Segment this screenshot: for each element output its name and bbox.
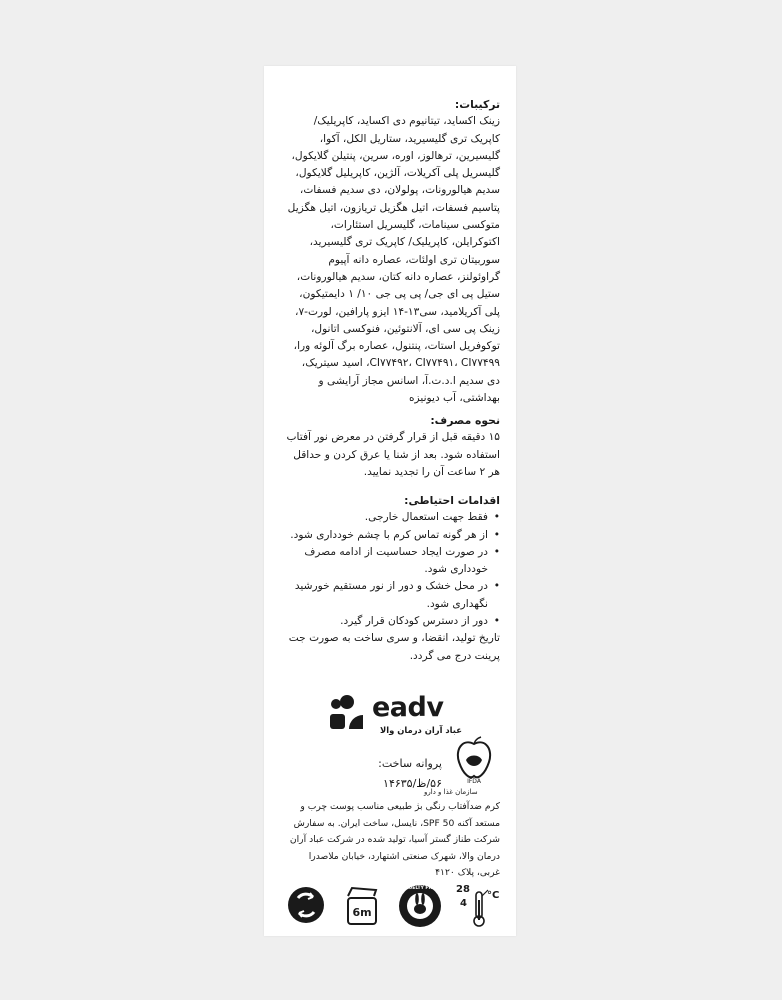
license-label: پروانه ساخت: (378, 757, 442, 770)
temperature-icon (456, 884, 502, 928)
brand-mark-icon (328, 694, 366, 732)
precaution-item: • از هر گونه تماس کرم با چشم خودداری شود. (286, 527, 500, 544)
symbols-row (286, 884, 498, 928)
brand-subtitle: عباد آران درمان والا (380, 725, 462, 735)
precaution-item: • فقط جهت استعمال خارجی. (286, 509, 500, 526)
ifda-logo-icon (454, 736, 494, 784)
recycle-icon (286, 884, 326, 926)
temp-min: 4 (460, 898, 467, 909)
precaution-item: • دور از دسترس کودکان قرار گیرد. (286, 613, 500, 630)
production-note: تاریخ تولید، انقضا، و سری ساخت به صورت جت پرینت درج می گردد. (288, 632, 500, 662)
precaution-item: • در صورت ایجاد حساسیت از ادامه مصرف خودداری شود. (286, 544, 500, 579)
temp-unit: °C (487, 890, 500, 901)
precaution-item: • در محل خشک و دور از نور مستقیم خورشید نگهداری شود. (286, 578, 500, 613)
license-section (286, 754, 442, 794)
brand-name: eadv (372, 692, 444, 723)
ingredients-section (286, 96, 500, 407)
cruelty-free-label: CRUELTY FREE (401, 886, 439, 891)
usage-heading: نحوه مصرف: (430, 414, 500, 427)
ingredients-text: زینک اکساید، تیتانیوم دی اکساید، کاپریلیک/ کاپریک تری گلیسیرید، ستاریل الکل، آکوا، گلیسیرین، ترهالوز، اوره، سرین، پنتیلن گلایکول، گلیسریل پلی آکریلات، آلژین، کاپریلیل گلایکول، سدیم هیالورونات، پولولان، دی سدیم فسفات، پتاسیم فسفات، اتیل هگزیل تریازون، اتیل هگزیل متوکسی سینامات، گلیسریل استئارات، اکتوکرایلن، کاپریلیک/ کاپریک تری گلیسیرید، سوربیتان تری اولئات، عصاره دانه آپیوم گراوئولنز، عصاره دانه کتان، سدیم هیالورونات، ستیل پی ای جی/ پی پی جی ۱۰/ ۱ دایمتیکون، پلی آکریلامید، سی۱۳-۱۴ ایزو پارافین، لورت-۷، زینک پی سی ای، آلانتوئین، فنوکسی اتانول، توکوفریل استات، پنتنول، عصاره برگ آلوئه ورا، CI۷۷۴۹۲، CI۷۷۴۹۱، CI۷۷۴۹۹، اسید سیتریک، دی سدیم ا.د.ت.آ، اسانس مجاز آرایشی و بهداشتی، آب دیونیزه (287, 115, 500, 405)
temp-max: 28 (456, 884, 470, 895)
brand-logo (328, 692, 462, 742)
usage-section (286, 412, 500, 481)
precautions-heading: اقدامات احتیاطی: (404, 494, 500, 507)
ifda-caption: سازمان غذا و دارو (424, 788, 478, 796)
cruelty-free-icon (398, 884, 442, 928)
ingredients-heading: ترکیبات: (454, 98, 500, 111)
precautions-list (286, 509, 500, 630)
pao-icon (342, 884, 382, 928)
product-description: کرم ضدآفتاب رنگی بژ طبیعی مناسب پوست چرب و مستعد آکنه SPF 50، نایسل، ساخت ایران. به سفارش شرکت طناز گستر آسیا، تولید شده در شرکت عباد آران درمان والا، شهرک صنعتی اشتهارد، خیابان ملاصدرا غربی، پلاک ۴۱۲۰ (289, 801, 500, 878)
license-number: ۵۶/ظ/۱۴۶۳۵ (383, 777, 442, 790)
pao-label: 6m (352, 906, 372, 919)
product-label (264, 66, 516, 936)
precautions-section (286, 492, 500, 665)
ifda-abbr: IFDA (467, 778, 481, 784)
usage-text: ۱۵ دقیقه قبل از قرار گرفتن در معرض نور آفتاب استفاده شود. بعد از شنا یا عرق کردن و حداقل هر ۲ ساعت آن را تجدید نمایید. (286, 431, 500, 478)
